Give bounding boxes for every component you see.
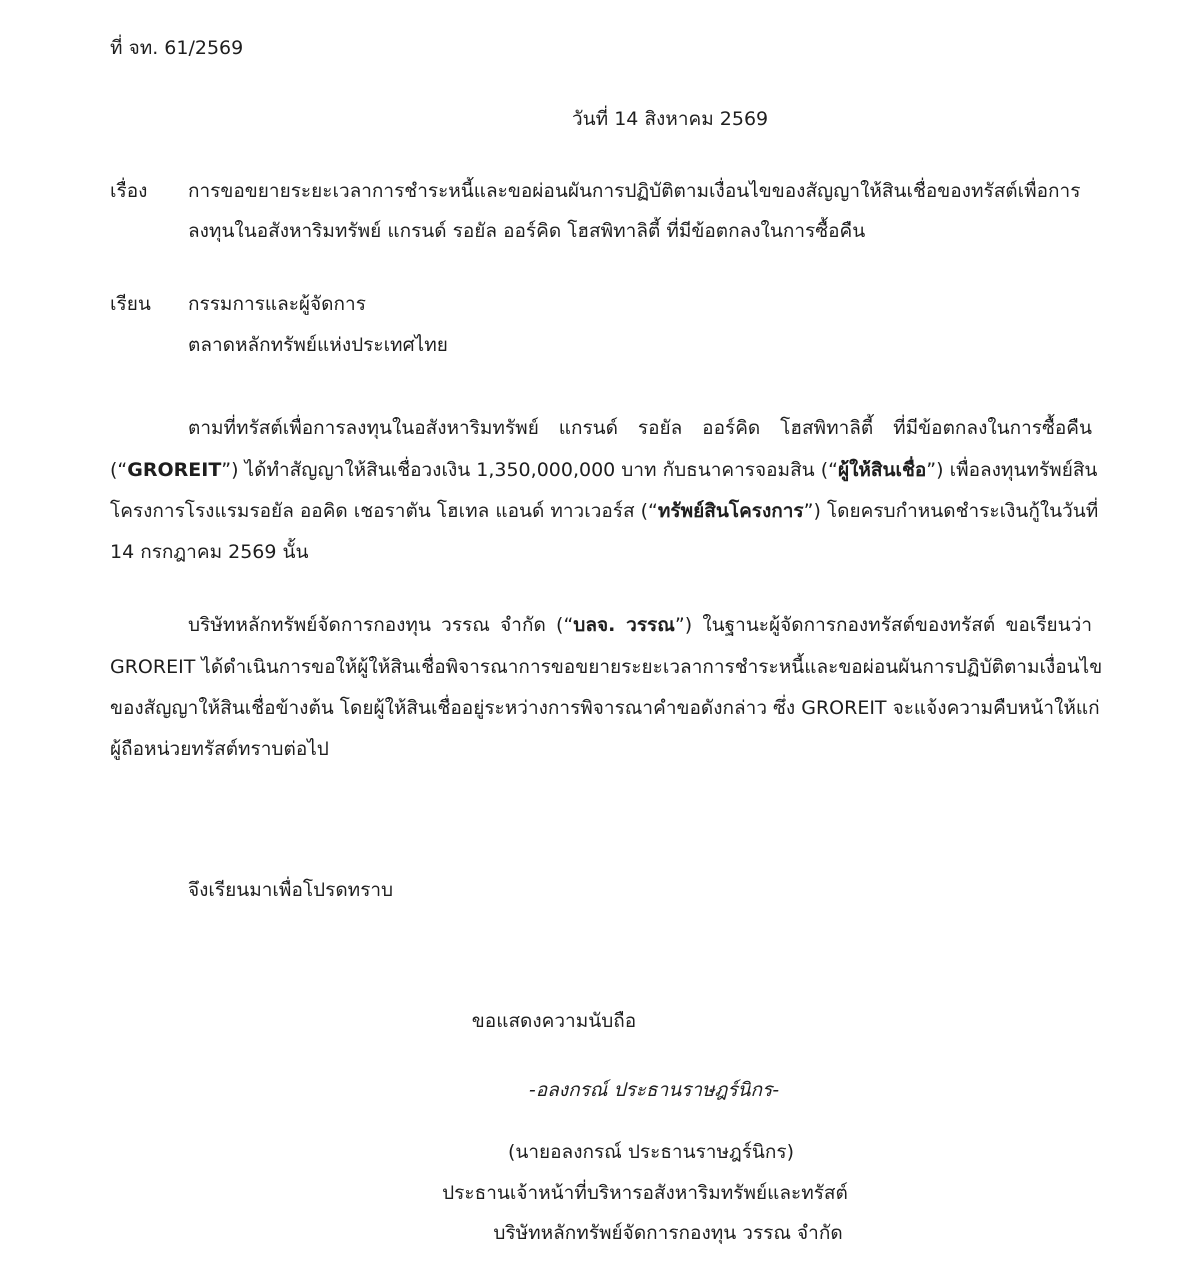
paragraph2-line-3: ของสัญญาให้สินเชื่อข้างต้น โดยผู้ให้สินเชื่ออยู่ระหว่างการพิจารณาคำขอดังกล่าว ซึ่ง GROREIT จะแจ้งความคืบหน้าให้แก่ [110, 697, 1100, 719]
text-span: โครงการโรงแรมรอยัล ออคิด เชอราตัน โฮเทล แอนด์ ทาวเวอร์ส (“ [110, 500, 658, 522]
signatory-name: (นายอลงกรณ์ ประธานราษฎร์นิกร) [507, 1141, 795, 1163]
text-span: ”) เพื่อลงทุนทรัพย์สิน [926, 459, 1098, 481]
text-span: ”) ในฐานะผู้จัดการกองทรัสต์ของทรัสต์ ขอเรียนว่า [674, 614, 1093, 636]
text-span: (“ [110, 459, 128, 481]
paragraph1-line-1: ตามที่ทรัสต์เพื่อการลงทุนในอสังหาริมทรัพย์ แกรนด์ รอยัล ออร์คิด โฮสพิทาลิตี้ ที่มีข้อตกลงในการซื้อคืน [188, 417, 1092, 439]
bold-term-project-assets: ทรัพย์สินโครงการ [657, 500, 804, 522]
paragraph2-line-1 [188, 612, 1092, 638]
paragraph1-line-3 [110, 498, 1099, 524]
addressee-label: เรียน [110, 293, 151, 315]
signatory-company: บริษัทหลักทรัพย์จัดการกองทุน วรรณ จำกัด [493, 1222, 843, 1244]
bold-term-lender: ผู้ให้สินเชื่อ [837, 459, 927, 481]
subject-line-2: ลงทุนในอสังหาริมทรัพย์ แกรนด์ รอยัล ออร์คิด โฮสพิทาลิตี้ ที่มีข้อตกลงในการซื้อคืน [188, 220, 866, 242]
bold-term-manager: บลจ. วรรณ [573, 614, 675, 636]
signed-name: -อลงกรณ์ ประธานราษฎร์นิกร- [528, 1079, 780, 1101]
paragraph2-line-2: GROREIT ได้ดำเนินการขอให้ผู้ให้สินเชื่อพิจารณาการขอขยายระยะเวลาการชำระหนี้และขอผ่อนผันการปฏิบัติตามเงื่อนไข [110, 656, 1103, 678]
text-span: ”) โดยครบกำหนดชำระเงินกู้ในวันที่ [803, 500, 1099, 522]
regards-text: ขอแสดงความนับถือ [471, 1010, 637, 1032]
paragraph1-line-4: 14 กรกฎาคม 2569 นั้น [110, 541, 309, 563]
paragraph1-line-2 [110, 457, 1098, 483]
addressee-line-1: กรรมการและผู้จัดการ [188, 293, 366, 315]
document-number: ที่ จท. 61/2569 [110, 37, 244, 59]
subject-line-1: การขอขยายระยะเวลาการชำระหนี้และขอผ่อนผันการปฏิบัติตามเงื่อนไขของสัญญาให้สินเชื่อของทรัสต์เพื่อการ [188, 180, 1081, 202]
text-span: ”) ได้ทำสัญญาให้สินเชื่อวงเงิน 1,350,000,000 บาท กับธนาคารจอมสิน (“ [221, 459, 838, 481]
paragraph2-line-4: ผู้ถือหน่วยทรัสต์ทราบต่อไป [110, 738, 329, 760]
addressee-line-2: ตลาดหลักทรัพย์แห่งประเทศไทย [188, 334, 448, 356]
closing-line: จึงเรียนมาเพื่อโปรดทราบ [188, 879, 394, 901]
subject-label: เรื่อง [110, 180, 148, 202]
bold-term-groreit: GROREIT [127, 459, 222, 481]
letter-date: วันที่ 14 สิงหาคม 2569 [572, 108, 769, 130]
signatory-position: ประธานเจ้าหน้าที่บริหารอสังหาริมทรัพย์และทรัสต์ [442, 1182, 848, 1204]
text-span: บริษัทหลักทรัพย์จัดการกองทุน วรรณ จำกัด (“ [188, 614, 574, 636]
